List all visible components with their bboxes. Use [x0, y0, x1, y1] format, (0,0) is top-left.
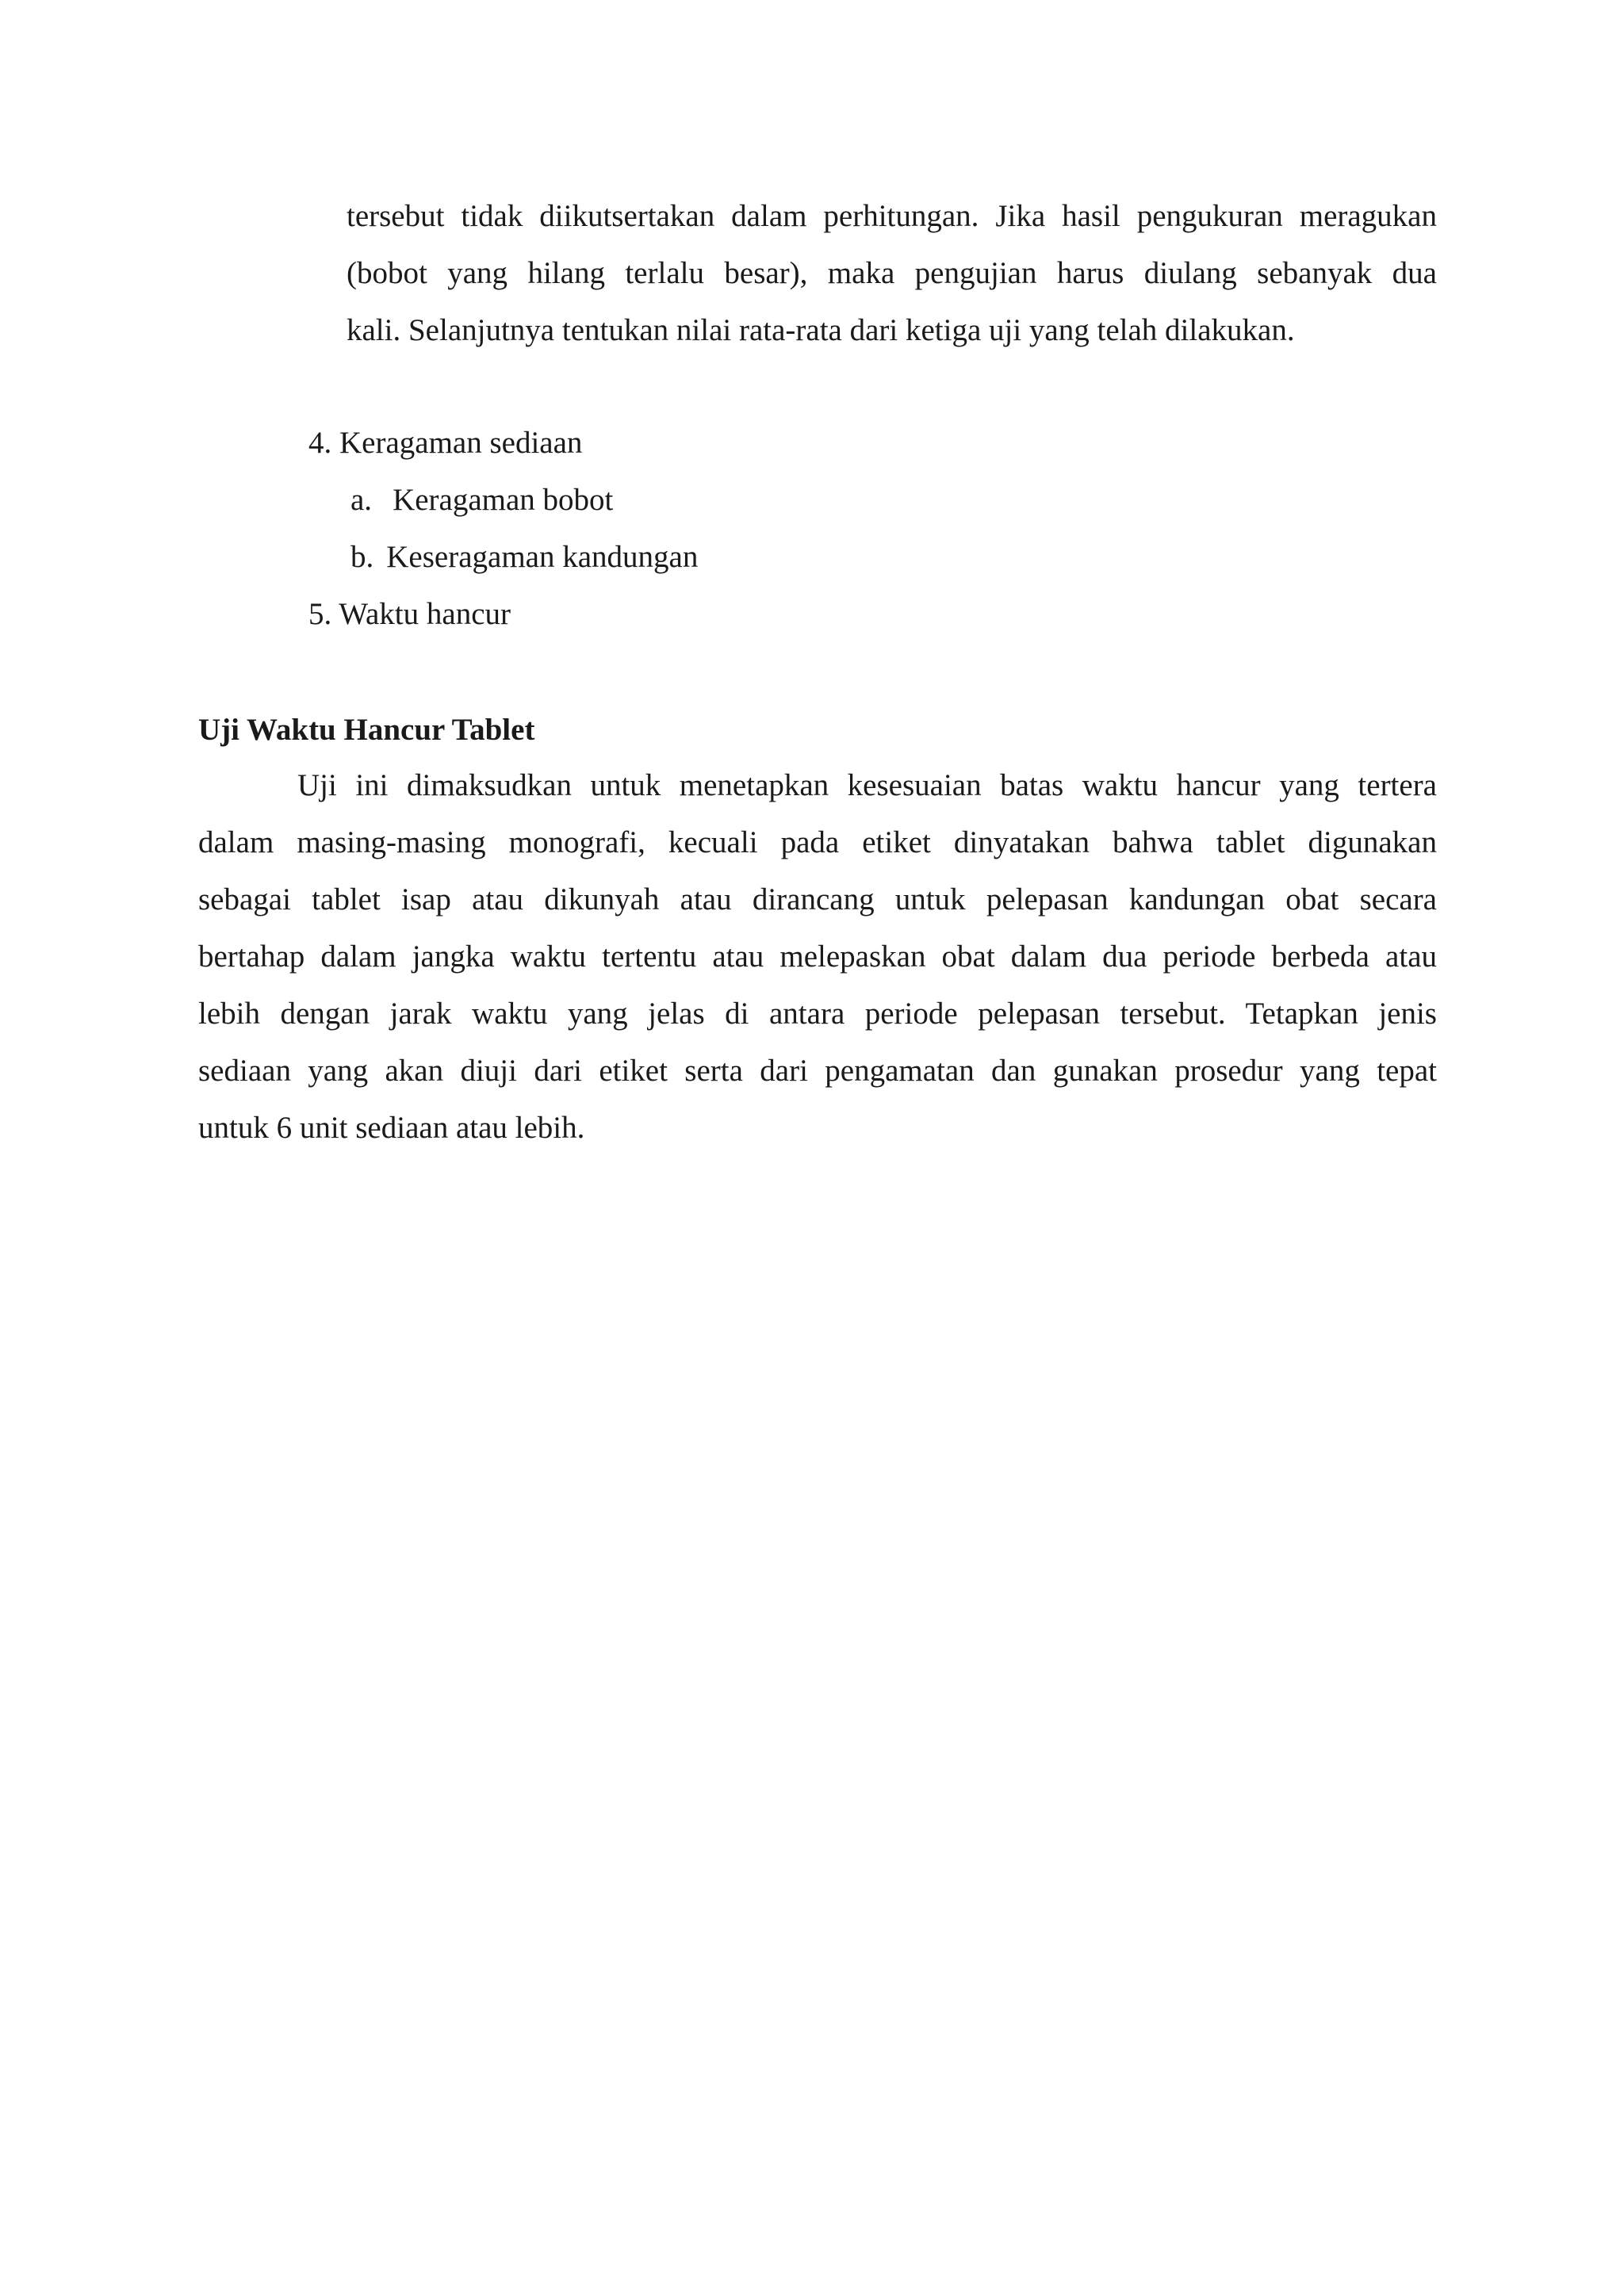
- paragraph-line-4: bertahap dalam jangka waktu tertentu atau melepaskan obat dalam dua periode berbeda atau: [198, 939, 1437, 974]
- paragraph-line-6: sediaan yang akan diuji dari etiket serta dari pengamatan dan gunakan prosedur yang tepat: [198, 1054, 1437, 1088]
- list-label: Waktu hancur: [339, 597, 511, 631]
- continuation-line-3: kali. Selanjutnya tentukan nilai rata-rata dari ketiga uji yang telah dilakukan.: [347, 313, 1295, 347]
- section-heading: Uji Waktu Hancur Tablet: [198, 713, 535, 747]
- paragraph-line-5: lebih dengan jarak waktu yang jelas di antara periode pelepasan tersebut. Tetapkan jenis: [198, 997, 1437, 1031]
- list-label: Keragaman sediaan: [339, 426, 583, 460]
- list-label: Keseragaman kandungan: [386, 540, 699, 574]
- paragraph-line-2: dalam masing-masing monografi, kecuali pada etiket dinyatakan bahwa tablet digunakan: [198, 825, 1437, 859]
- list-subitem-a: [350, 478, 613, 522]
- list-number: 5.: [308, 597, 332, 631]
- list-marker: a.: [350, 483, 373, 517]
- list-item-4: [308, 421, 582, 465]
- list-number: 4.: [308, 426, 332, 460]
- paragraph-line-7: untuk 6 unit sediaan atau lebih.: [198, 1111, 585, 1145]
- list-label: Keragaman bobot: [393, 483, 614, 517]
- continuation-line-2: (bobot yang hilang terlalu besar), maka pengujian harus diulang sebanyak dua: [347, 256, 1437, 290]
- list-marker: b.: [350, 540, 374, 574]
- continuation-line-1: tersebut tidak diikutsertakan dalam perhitungan. Jika hasil pengukuran meragukan: [347, 199, 1437, 233]
- list-item-5: [308, 592, 511, 637]
- paragraph-line-1: Uji ini dimaksudkan untuk menetapkan kesesuaian batas waktu hancur yang tertera: [297, 768, 1437, 802]
- list-subitem-b: [350, 535, 698, 580]
- paragraph-line-3: sebagai tablet isap atau dikunyah atau dirancang untuk pelepasan kandungan obat secara: [198, 882, 1437, 916]
